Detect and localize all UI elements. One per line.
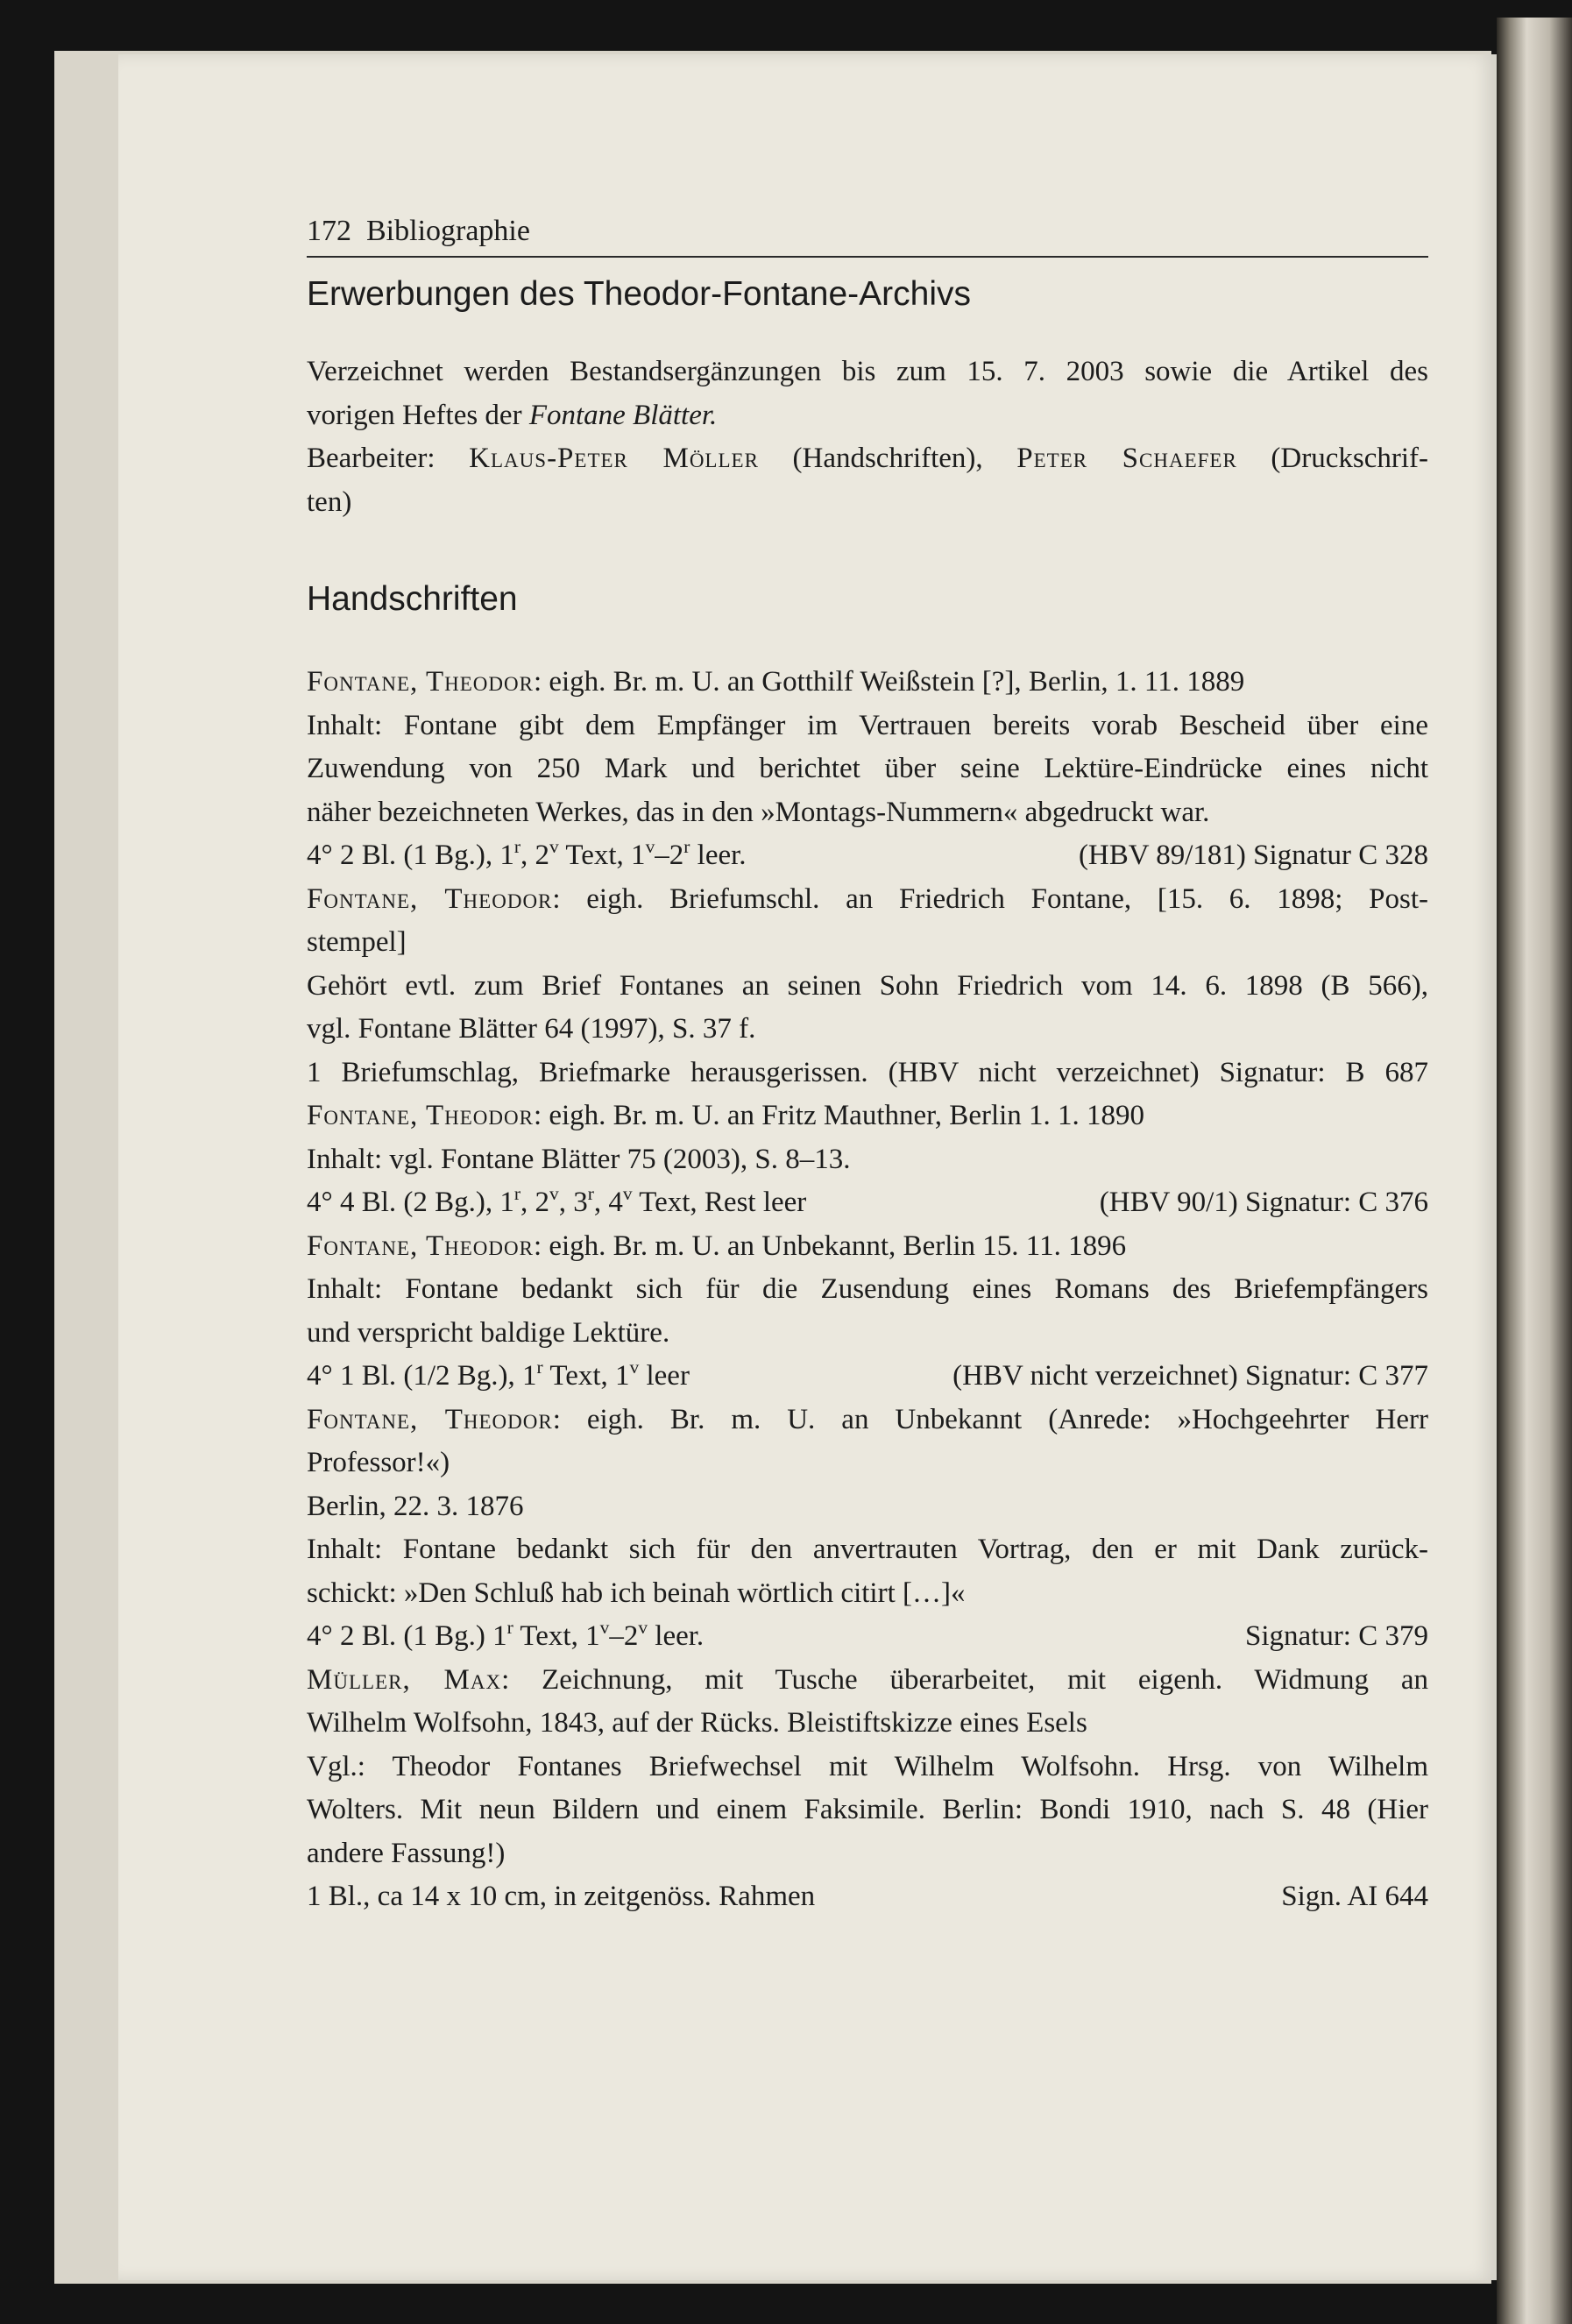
entry-signature: (HBV 90/1) Signatur: C 376 xyxy=(1099,1187,1428,1218)
entry-physical: 1 Briefumschlag, Briefmarke herausgerissen. (HBV nicht verzeichnet) Signatur: B 687 xyxy=(307,1056,1428,1088)
editor-name: Klaus-Peter Möller xyxy=(469,443,759,474)
entry-author: Fontane, Theodor xyxy=(307,1403,553,1435)
entry-physical: 4° 2 Bl. (1 Bg.), 1$^r$, 2$^v$ Text, 1$^v$–2$^r$ leer. xyxy=(307,835,747,871)
entry-content: schickt: »Den Schluß hab ich beinah wörtlich citirt […]« xyxy=(307,1576,966,1609)
entry-heading: Professor!«) xyxy=(307,1447,450,1478)
entry-physical-row xyxy=(307,1181,1428,1225)
entry-author: Fontane, Theodor xyxy=(307,882,553,915)
entry-physical-row xyxy=(307,1615,1428,1659)
entry-heading: Fontane, Theodor: eigh. Br. m. U. an Fritz Mauthner, Berlin 1. 1. 1890 xyxy=(307,1100,1145,1131)
catalog-entry xyxy=(307,1225,1428,1399)
entry-heading: Fontane, Theodor: eigh. Br. m. U. an Unbekannt, Berlin 15. 11. 1896 xyxy=(307,1229,1127,1262)
entry-heading: Fontane, Theodor: eigh. Briefumschl. an Friedrich Fontane, [15. 6. 1898; Post- xyxy=(307,882,1428,915)
entry-content: Wolters. Mit neun Bildern und einem Faksimile. Berlin: Bondi 1910, nach S. 48 (Hier xyxy=(307,1794,1428,1825)
entry-content: Zuwendung von 250 Mark und berichtet über seine Lektüre-Eindrücke eines nicht xyxy=(307,753,1428,784)
entry-heading: Wilhelm Wolfsohn, 1843, auf der Rücks. Bleistiftskizze eines Esels xyxy=(307,1707,1087,1739)
entry-author: Fontane, Theodor xyxy=(307,1100,534,1131)
entry-physical: 4° 2 Bl. (1 Bg.) 1$^r$ Text, 1$^v$–2$^v$ leer. xyxy=(307,1616,705,1652)
entry-content: Inhalt: Fontane bedankt sich für den anvertrauten Vortrag, den er mit Dank zurück- xyxy=(307,1534,1428,1565)
entry-content: Inhalt: Fontane gibt dem Empfänger im Vertrauen bereits vorab Bescheid über eine xyxy=(307,709,1428,741)
entry-content: Gehört evtl. zum Brief Fontanes an seinen Sohn Friedrich vom 14. 6. 1898 (B 566), xyxy=(307,969,1428,1002)
entry-content: andere Fassung!) xyxy=(307,1837,506,1869)
entry-author: Fontane, Theodor xyxy=(307,666,534,698)
entry-heading: Fontane, Theodor: eigh. Br. m. U. an Unbekannt (Anrede: »Hochgeehrter Herr xyxy=(307,1403,1428,1435)
entry-content: und verspricht baldige Lektüre. xyxy=(307,1316,670,1349)
entry-physical: 4° 4 Bl. (2 Bg.), 1$^r$, 2$^v$, 3$^r$, 4$^v$ Text, Rest leer xyxy=(307,1182,807,1218)
book-gutter xyxy=(1497,18,1572,2324)
editors-line: ten) xyxy=(307,485,352,518)
editors-line: Bearbeiter: Klaus-Peter Möller (Handschriften), Peter Schaefer (Druckschrif- xyxy=(307,443,1428,474)
entry-place-date: Berlin, 22. 3. 1876 xyxy=(307,1490,524,1522)
entry-author: Müller, Max xyxy=(307,1663,502,1696)
entry-physical: 1 Bl., ca 14 x 10 cm, in zeitgenöss. Rahmen xyxy=(307,1881,816,1912)
journal-title: Fontane Blätter. xyxy=(528,399,718,431)
entry-signature: Sign. AI 644 xyxy=(1281,1881,1428,1912)
intro-line: vorigen Heftes der Fontane Blätter. xyxy=(307,399,718,431)
intro-line: Verzeichnet werden Bestandsergänzungen bis zum 15. 7. 2003 sowie die Artikel des xyxy=(307,356,1428,387)
catalog-entry xyxy=(307,878,1428,1095)
entry-physical: 4° 1 Bl. (1/2 Bg.), 1$^r$ Text, 1$^v$ leer xyxy=(307,1356,690,1392)
entry-physical-row xyxy=(307,834,1428,878)
catalog-entry xyxy=(307,1659,1428,1919)
header-rule xyxy=(307,256,1428,258)
catalog-entry xyxy=(307,661,1428,878)
entry-physical-row xyxy=(307,1355,1428,1399)
entry-content: Vgl.: Theodor Fontanes Briefwechsel mit Wilhelm Wolfsohn. Hrsg. von Wilhelm xyxy=(307,1750,1428,1782)
entry-signature: Signatur: C 379 xyxy=(1244,1620,1428,1652)
entry-content: Inhalt: vgl. Fontane Blätter 75 (2003), S. 8–13. xyxy=(307,1143,851,1175)
catalog-entry xyxy=(307,1399,1428,1659)
entry-heading: Müller, Max: Zeichnung, mit Tusche überarbeitet, mit eigenh. Widmung an xyxy=(307,1663,1428,1696)
entry-heading: stempel] xyxy=(307,926,407,958)
running-title: Bibliographie xyxy=(366,215,530,247)
entry-physical-row xyxy=(307,1875,1428,1919)
entry-author: Fontane, Theodor xyxy=(307,1229,534,1262)
editor-name: Peter Schaefer xyxy=(1016,443,1237,474)
page-title: Erwerbungen des Theodor-Fontane-Archivs xyxy=(307,275,972,313)
entry-content: Inhalt: Fontane bedankt sich für die Zusendung eines Romans des Briefempfängers xyxy=(307,1273,1428,1305)
running-head xyxy=(307,210,1428,256)
section-heading: Handschriften xyxy=(307,580,518,618)
entry-signature: (HBV nicht verzeichnet) Signatur: C 377 xyxy=(952,1360,1428,1392)
entry-content: vgl. Fontane Blätter 64 (1997), S. 37 f. xyxy=(307,1013,756,1045)
page-content xyxy=(307,210,1428,1919)
entry-content: näher bezeichneten Werkes, das in den »Montags-Nummern« abgedruckt war. xyxy=(307,796,1210,828)
entry-heading: Fontane, Theodor: eigh. Br. m. U. an Gotthilf Weißstein [?], Berlin, 1. 11. 1889 xyxy=(307,666,1245,698)
catalog-entry xyxy=(307,1095,1428,1225)
entry-signature: (HBV 89/181) Signatur C 328 xyxy=(1078,840,1428,871)
page-number: 172 xyxy=(307,215,351,247)
